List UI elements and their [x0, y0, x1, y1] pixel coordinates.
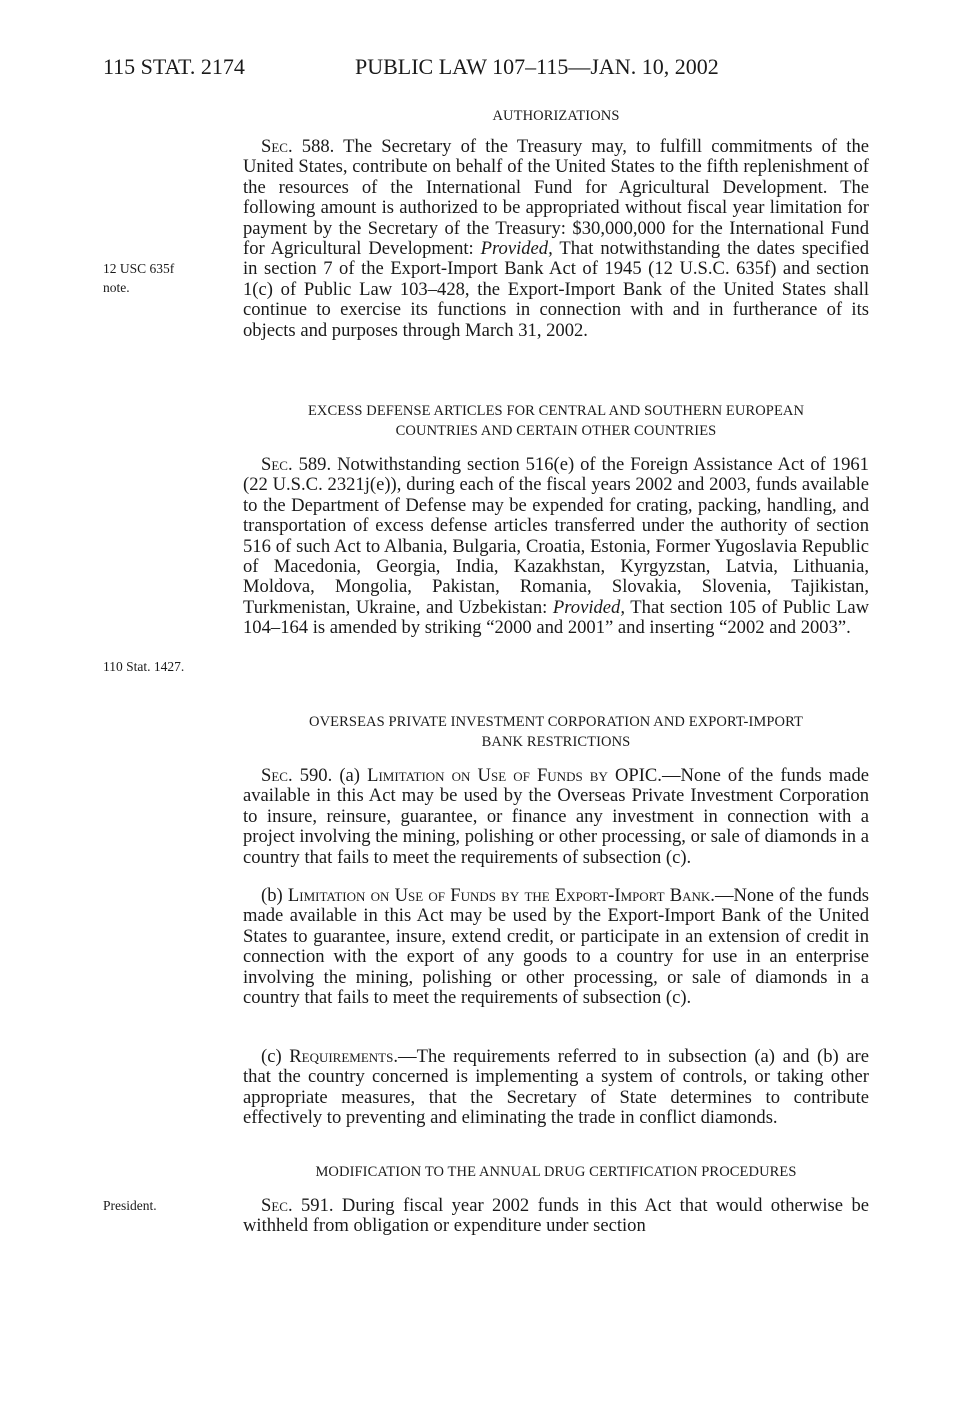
section-588-label: Sec. 588.: [261, 136, 335, 157]
section-589-text-1: Notwithstanding section 516(e) of the Foreign Assistance Act of 1961 (22 U.S.C. 2321j(e)), during each of the fiscal years 2002 and 2003, funds available to the Department of Defense may be expended for crating, packing, handling, and transportation of excess defense articles transferred under the authority of section 516 of such Act to Albania, Bulgaria, Croatia, Estonia, Former Yugoslavia Republic of Macedonia, Georgia, India, Kazakhstan, Kyrgyzstan, Latvia, Lithuania, Moldova, Mongolia, Pakistan, Romania, Slovakia, Slovenia, Tajikistan, Turkmenistan, Ukraine, and Uzbekistan:: [243, 454, 869, 618]
public-law-reference: PUBLIC LAW 107–115—JAN. 10, 2002: [355, 54, 719, 79]
section-588-text-1: The Secretary of the Treasury may, to fulfill commitments of the United States, contribute on behalf of the United States to the fifth replenishment of the resources of the International Fund for Agricultural Development. The following amount is authorized to be appropriated without fiscal year limitation for payment by the Secretary of the Treasury: $30,000,000 for the International Fund for Agricultural Development:: [243, 136, 869, 260]
section-590-a-label: (a): [332, 765, 368, 786]
section-589-text-2: That section 105 of Public Law 104–164 is amended by striking “2000 and 2001” and inserting “2002 and 2003”.: [243, 596, 869, 639]
section-590-label: Sec. 590.: [261, 765, 333, 786]
section-590-heading-line2: BANK RESTRICTIONS: [481, 734, 631, 750]
section-588-text-2: That notwithstanding the dates specified in section 7 of the Export-Import Bank Act of 1945 (12 U.S.C. 635f) and section 1(c) of Public Law 103–428, the Export-Import Bank of the United States shall continue to exercise its functions in connection with and in furtherance of its objects and purposes through March 31, 2002.: [243, 238, 869, 341]
section-590-heading-line1: OVERSEAS PRIVATE INVESTMENT CORPORATION AND EXPORT-IMPORT: [309, 714, 803, 730]
section-591-text-1: During fiscal year 2002 funds in this Act that would otherwise be withheld from obligation or expenditure under section: [243, 1195, 869, 1237]
section-591-label: Sec. 591.: [261, 1195, 334, 1216]
section-589-heading: [243, 401, 869, 441]
page-header: [103, 54, 783, 84]
margin-note-usc-line2: note.: [103, 280, 130, 295]
section-590-paragraph-c: [243, 1047, 869, 1129]
section-590-a-title: Limitation on Use of Funds by OPIC.: [367, 765, 662, 786]
stat-reference: 115 STAT. 2174: [103, 54, 245, 79]
section-589-provided: Provided,: [552, 596, 626, 618]
section-589-paragraph: [243, 455, 869, 639]
margin-note-president: [103, 1196, 223, 1215]
margin-note-stat-1427-text: 110 Stat. 1427.: [103, 659, 185, 674]
section-590-c-title: Requirements.: [289, 1046, 399, 1067]
section-589-heading-line1: EXCESS DEFENSE ARTICLES FOR CENTRAL AND SOUTHERN EUROPEAN: [307, 403, 805, 419]
section-588-heading: AUTHORIZATIONS: [492, 108, 620, 124]
section-590-b-text: —None of the funds made available in this Act may be used by the Export-Import Bank of the United States to guarantee, insure, extend credit, or participate in an extension of credit in connection with the export of any goods to a country for use in an enterprise involving the mining, polishing or other processing, or sale of diamonds in a country that fails to meet the requirements of subsection (c).: [243, 885, 869, 1009]
section-590-heading: [243, 712, 869, 752]
section-590-b-title: Limitation on Use of Funds by the Export-Import Bank.: [287, 885, 715, 906]
section-589-label: Sec. 589.: [261, 454, 332, 475]
section-590-c-text: —The requirements referred to in subsection (a) and (b) are that the country concerned is implementing a system of controls, or taking other appropriate measures, that the Secretary of State determines to contribute effectively to preventing and eliminating the trade in conflict diamonds.: [243, 1046, 869, 1129]
margin-note-stat-1427: [103, 657, 223, 676]
margin-note-usc: [103, 259, 223, 297]
margin-note-president-text: President.: [103, 1198, 157, 1213]
section-590-paragraph-a: [243, 766, 869, 868]
section-590-paragraph-b: [243, 886, 869, 1008]
section-591-paragraph: [243, 1196, 869, 1237]
section-588-paragraph: [243, 137, 869, 341]
section-589-heading-line2: COUNTRIES AND CERTAIN OTHER COUNTRIES: [395, 423, 717, 439]
section-591-heading: MODIFICATION TO THE ANNUAL DRUG CERTIFICATION PROCEDURES: [315, 1164, 797, 1180]
section-590-c-label: (c): [261, 1046, 290, 1067]
section-590-a-text: —None of the funds made available in this Act may be used by the Overseas Private Investment Corporation to insure, reinsure, guarantee, or finance any investment in connection with a project involving the mining, polishing or other processing, or sale of diamonds in a country that fails to meet the requirements of subsection (c).: [243, 765, 870, 868]
section-590-b-label: (b): [261, 885, 288, 906]
margin-note-usc-line1: 12 USC 635f: [103, 261, 175, 276]
section-588-provided: Provided,: [480, 238, 553, 260]
